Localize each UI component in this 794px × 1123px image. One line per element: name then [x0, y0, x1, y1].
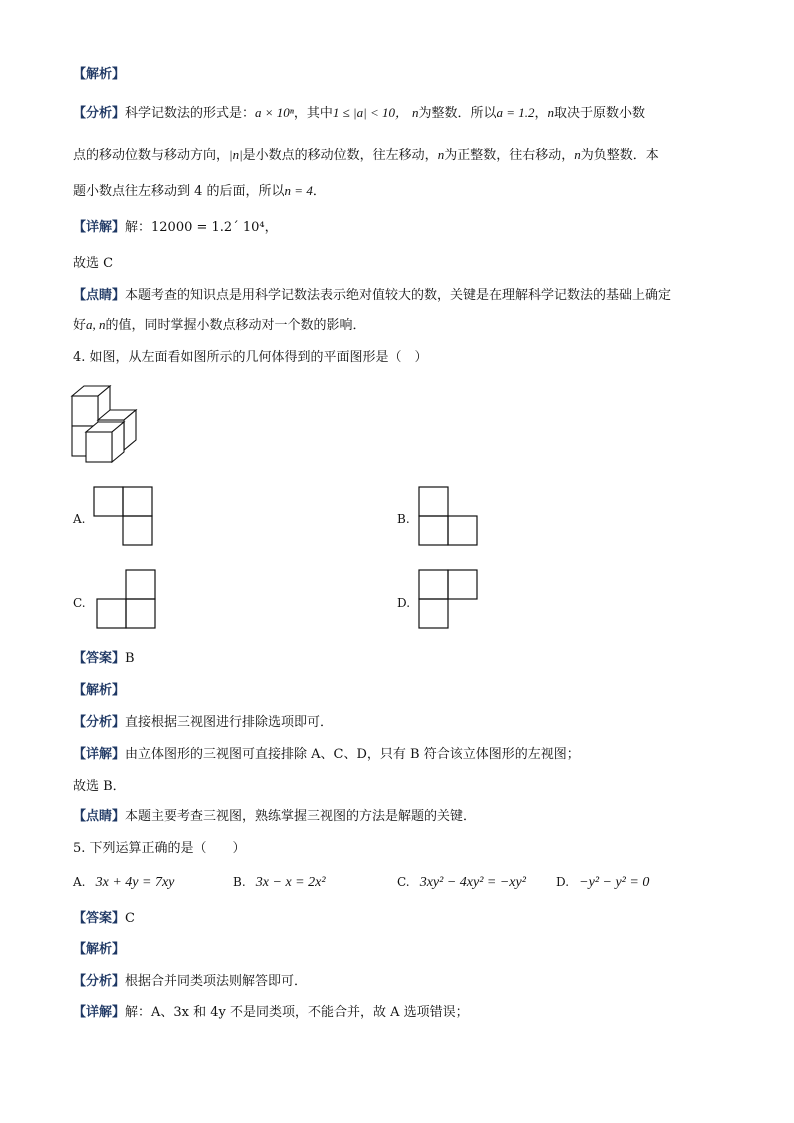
q4-choose: 故选 B．: [73, 779, 126, 794]
text: 根据合并同类项法则解答即可．: [125, 974, 308, 989]
answer-tag: 【答案】: [73, 651, 126, 666]
formula: n: [574, 147, 581, 162]
text: 为负整数．本: [580, 148, 659, 163]
q4-answer: [73, 650, 135, 668]
text: 是小数点的移动位数，往左移动，: [242, 148, 438, 163]
text: ，其中: [293, 106, 333, 121]
text: 科学记数法的形式是：: [125, 106, 256, 121]
answer-value: B: [125, 651, 135, 666]
analysis-heading: 【解析】: [73, 942, 126, 957]
option-b-view: [418, 486, 480, 548]
option-expr: 3xy² − 4xy² = −xy²: [419, 875, 526, 890]
q3-detail: [73, 219, 278, 237]
analysis-heading: 【解析】: [73, 683, 126, 698]
q3-comment-line2: [73, 316, 366, 335]
analysis-tag: 【分析】: [73, 715, 126, 730]
option-label: A.: [73, 875, 86, 889]
option-c-label: C.: [73, 596, 86, 610]
option-expr: 3x + 4y = 7xy: [95, 875, 175, 890]
option-b-label: B.: [397, 512, 410, 526]
q3-analysis-line3: [73, 182, 326, 201]
q3-analysis-line2: [73, 146, 659, 165]
q3-analysis-line1: [73, 104, 645, 123]
text: 本题考查的知识点是用科学记数法表示绝对值较大的数，关键是在理解科学记数法的基础上确定: [125, 288, 672, 303]
formula: |n|: [229, 147, 243, 162]
formula: n = 4: [284, 183, 313, 198]
detail-tag: 【详解】: [73, 747, 126, 762]
formula: n: [547, 105, 555, 120]
analysis-tag: 【分析】: [73, 974, 126, 989]
option-label: C.: [397, 875, 410, 889]
q5-option-b: [233, 873, 326, 892]
option-d-label: D.: [397, 596, 411, 610]
option-d-view: [418, 569, 480, 631]
q3-comment-line1: [73, 287, 671, 305]
detail-tag: 【详解】: [73, 1005, 126, 1020]
q4-comment: [73, 808, 476, 826]
option-label: D.: [556, 875, 570, 889]
text: ，: [534, 106, 548, 121]
comment-tag: 【点睛】: [73, 809, 126, 824]
q5-analysis: [73, 973, 307, 991]
formula: a, n: [86, 317, 106, 332]
text: 题小数点往左移动到 4 的后面，所以: [73, 184, 285, 199]
q3-choose: 故选 C: [73, 256, 114, 271]
option-a-view: [93, 486, 155, 548]
text: 直接根据三视图进行排除选项即可．: [125, 715, 334, 730]
detail-tag: 【详解】: [73, 220, 126, 235]
formula: n: [411, 105, 419, 120]
q5-option-a: [73, 873, 174, 892]
text: 本题主要考查三视图，熟练掌握三视图的方法是解题的关键．: [125, 809, 477, 824]
text: 解：12000 = 1.2´ 10⁴，: [125, 220, 278, 235]
formula: n: [437, 147, 445, 162]
q5-option-c: [397, 873, 526, 892]
analysis-tag: 【分析】: [73, 106, 126, 121]
text: 的值，同时掌握小数点移动对一个数的影响．: [105, 318, 366, 333]
cube-figure: [68, 378, 158, 468]
text: 取决于原数小数: [554, 106, 646, 121]
formula: a = 1.2: [496, 105, 535, 120]
text: 为正整数，往右移动，: [444, 148, 575, 163]
formula: a × 10ⁿ: [255, 105, 294, 120]
text: 由立体图形的三视图可直接排除 A、C、D，只有 B 符合该立体图形的左视图；: [125, 747, 580, 762]
text: ．: [312, 184, 326, 199]
option-a-label: A.: [73, 512, 86, 526]
comment-tag: 【点睛】: [73, 288, 126, 303]
q5-question: 5. 下列运算正确的是（ ）: [73, 841, 246, 856]
text: 点的移动位数与移动方向，: [73, 148, 230, 163]
q4-detail: [73, 746, 580, 764]
option-expr: 3x − x = 2x²: [255, 875, 326, 890]
analysis-heading: 【解析】: [73, 67, 126, 82]
option-expr: −y² − y² = 0: [579, 875, 650, 890]
q5-detail: [73, 1004, 469, 1022]
formula: 1 ≤ |a| < 10，: [332, 105, 408, 120]
q5-answer: [73, 910, 135, 928]
text: 为整数．所以: [418, 106, 497, 121]
q4-question: 4. 如图，从左面看如图所示的几何体得到的平面图形是（ ）: [73, 350, 428, 365]
option-c-view: [96, 569, 158, 631]
answer-value: C: [125, 911, 135, 926]
text: 解：A、3x 和 4y 不是同类项，不能合并，故 A 选项错误；: [125, 1005, 469, 1020]
q4-analysis: [73, 714, 333, 732]
q5-option-d: [556, 873, 649, 892]
text: 好: [73, 318, 87, 333]
option-label: B.: [233, 875, 246, 889]
answer-tag: 【答案】: [73, 911, 126, 926]
